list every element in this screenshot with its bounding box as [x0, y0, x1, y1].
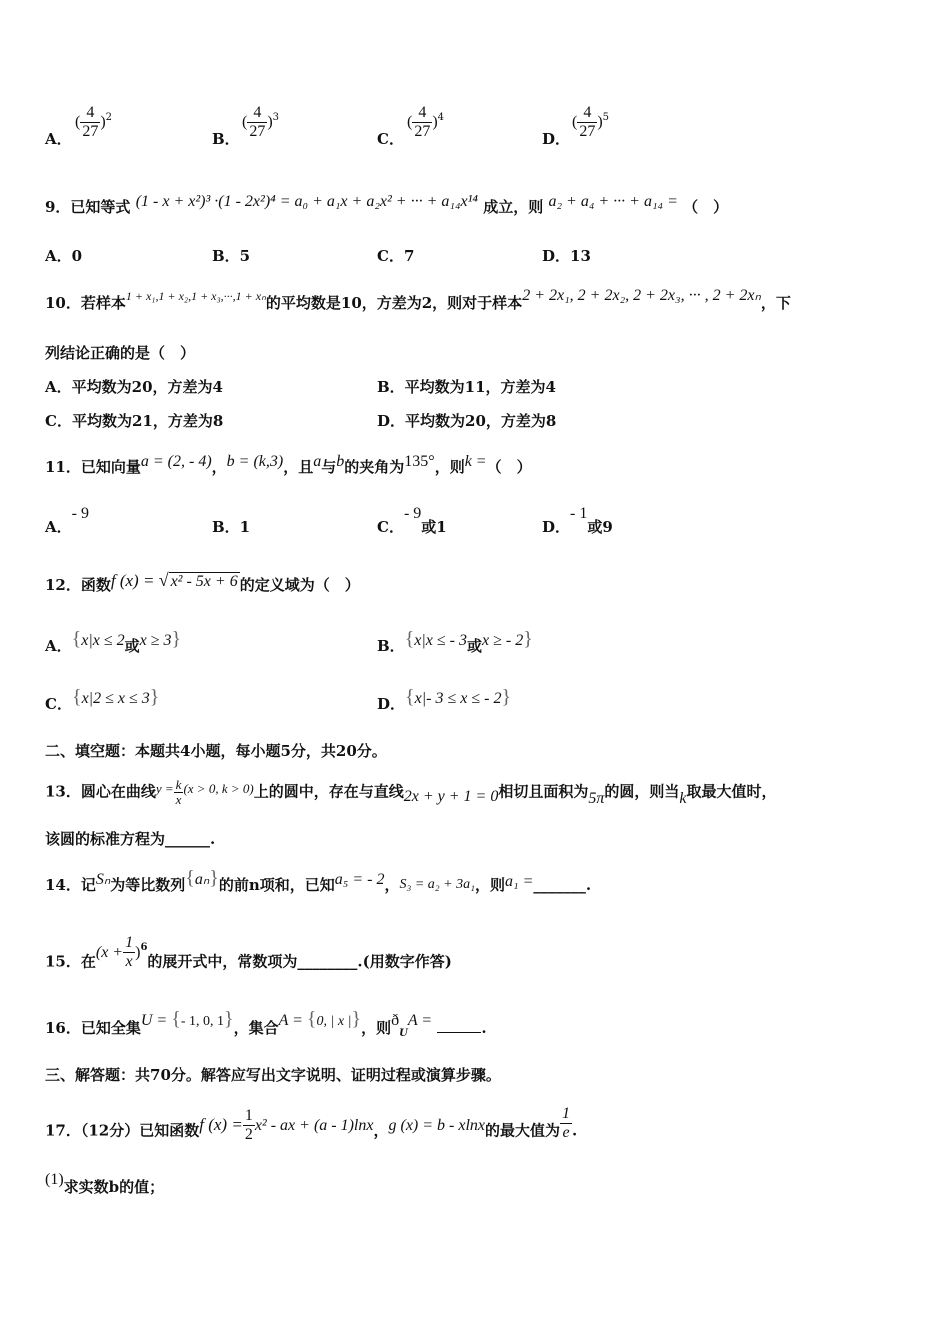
q9-option-d: D．13 [542, 247, 591, 265]
section-3-heading: 三、解答题：共70分。解答应写出文字说明、证明过程或演算步骤。 [45, 1066, 501, 1084]
q10-option-c: C．平均数为21，方差为8 [45, 412, 224, 430]
angle: 135° [404, 453, 435, 470]
question-15: 15．在(x + $\frac{1}{x}$ )$^6$的展开式中，常数项为________.(用数字作答) [45, 934, 452, 971]
q9-option-a: A．0 [45, 247, 83, 265]
q10-option-d: D．平均数为20，方差为8 [377, 412, 557, 430]
function-f: f (x) = [110, 571, 159, 590]
q9-prefix: 9．已知等式 [45, 198, 131, 216]
q9-formula: (1 - x + x²)³ ·(1 - 2x²)⁴ = a₀ + a₁x + a₂x² + ··· + a₁₄x¹⁴ [135, 193, 478, 210]
radicand: x² - 5x + 6 [170, 573, 238, 590]
option-label: A． [45, 130, 72, 148]
q9-mid: 成立，则 [483, 198, 544, 216]
q10-prefix: 10．若样本 [45, 294, 126, 312]
q13-line2: 该圆的标准方程为______. [45, 830, 216, 848]
option-label: B． [212, 130, 240, 148]
question-14: 14．记Sₙ为等比数列{aₙ}的前n项和，已知a₅ = - 2，S₃ = a₂ + 3a₁，则a₁ =_______. [45, 867, 592, 894]
q12-option-a: A．{x|x ≤ 2或x ≥ 3} [45, 628, 182, 655]
q11-option-c: C．- 9或1 [377, 505, 447, 536]
q10-option-b: B．平均数为11，方差为4 [377, 378, 556, 396]
q12-option-c: C．{x|2 ≤ x ≤ 3} [45, 686, 160, 713]
q11-option-d: D．- 1或9 [542, 505, 613, 536]
sqrt-sign: √ [158, 570, 169, 590]
question-10 [45, 287, 791, 313]
q10-option-a: A．平均数为20，方差为4 [45, 378, 223, 396]
question-13: 13．圆心在曲线y = $\frac{k}{x}$ (x > 0, k > 0)上的圆中，存在与直线2x + y + 1 = 0相切且面积为5π的圆，则当k取最大值时， [45, 777, 777, 807]
q10-tail: ，下 [760, 294, 791, 312]
q11-option-b: B．1 [212, 518, 251, 536]
q17-part-1: (1)求实数b的值； [45, 1171, 165, 1196]
option-label: D． [542, 130, 571, 148]
q9-option-b: B．5 [212, 247, 251, 265]
section-2-heading: 二、填空题：本题共4小题，每小题5分，共20分。 [45, 742, 387, 760]
q12-option-b: B．{x|x ≤ - 3或x ≥ - 2} [377, 628, 533, 655]
question-16: 16．已知全集U = {- 1, 0, 1}，集合A = {0, | x |}，则$ð_UA$ = . [45, 1008, 487, 1039]
q9-option-c: C．7 [377, 247, 415, 265]
q10-mid: 的平均数是10，方差为2，则对于样本 [265, 294, 523, 312]
q10-sample2: 2 + 2x₁, 2 + 2x₂, 2 + 2x₃, ··· , 2 + 2xₙ [522, 287, 761, 304]
q9-suffix: （ ） [683, 198, 729, 216]
option-label: C． [377, 130, 404, 148]
q10-sample1: 1 + x₁,1 + x₂,1 + x₃,···,1 + xₙ [125, 289, 266, 303]
vector-a: a = (2, - 4) [140, 453, 212, 470]
q12-option-d: D．{x|- 3 ≤ x ≤ - 2} [377, 686, 512, 713]
q9-target: a₂ + a₄ + ··· + a₁₄ = [548, 193, 678, 210]
vector-b: b = (k,3) [226, 453, 284, 470]
question-17: 17．（12分）已知函数f (x) = $\frac{1}{2}$ x² - ax + (a - 1)lnx，g (x) = b - xlnx的最大值为 $\frac{1}{e}$ . [45, 1105, 578, 1143]
q10-line2: 列结论正确的是（ ） [45, 344, 196, 362]
question-12: 12．函数f (x) = √ x² - 5x + 6 的定义域为（ ） [45, 570, 360, 594]
q11-option-a: A．- 9 [45, 505, 89, 536]
question-9 [45, 193, 729, 217]
question-11: 11．已知向量a = (2, - 4)，b = (k,3)，且a与b的夹角为135°，则k =（ ） [45, 453, 532, 476]
